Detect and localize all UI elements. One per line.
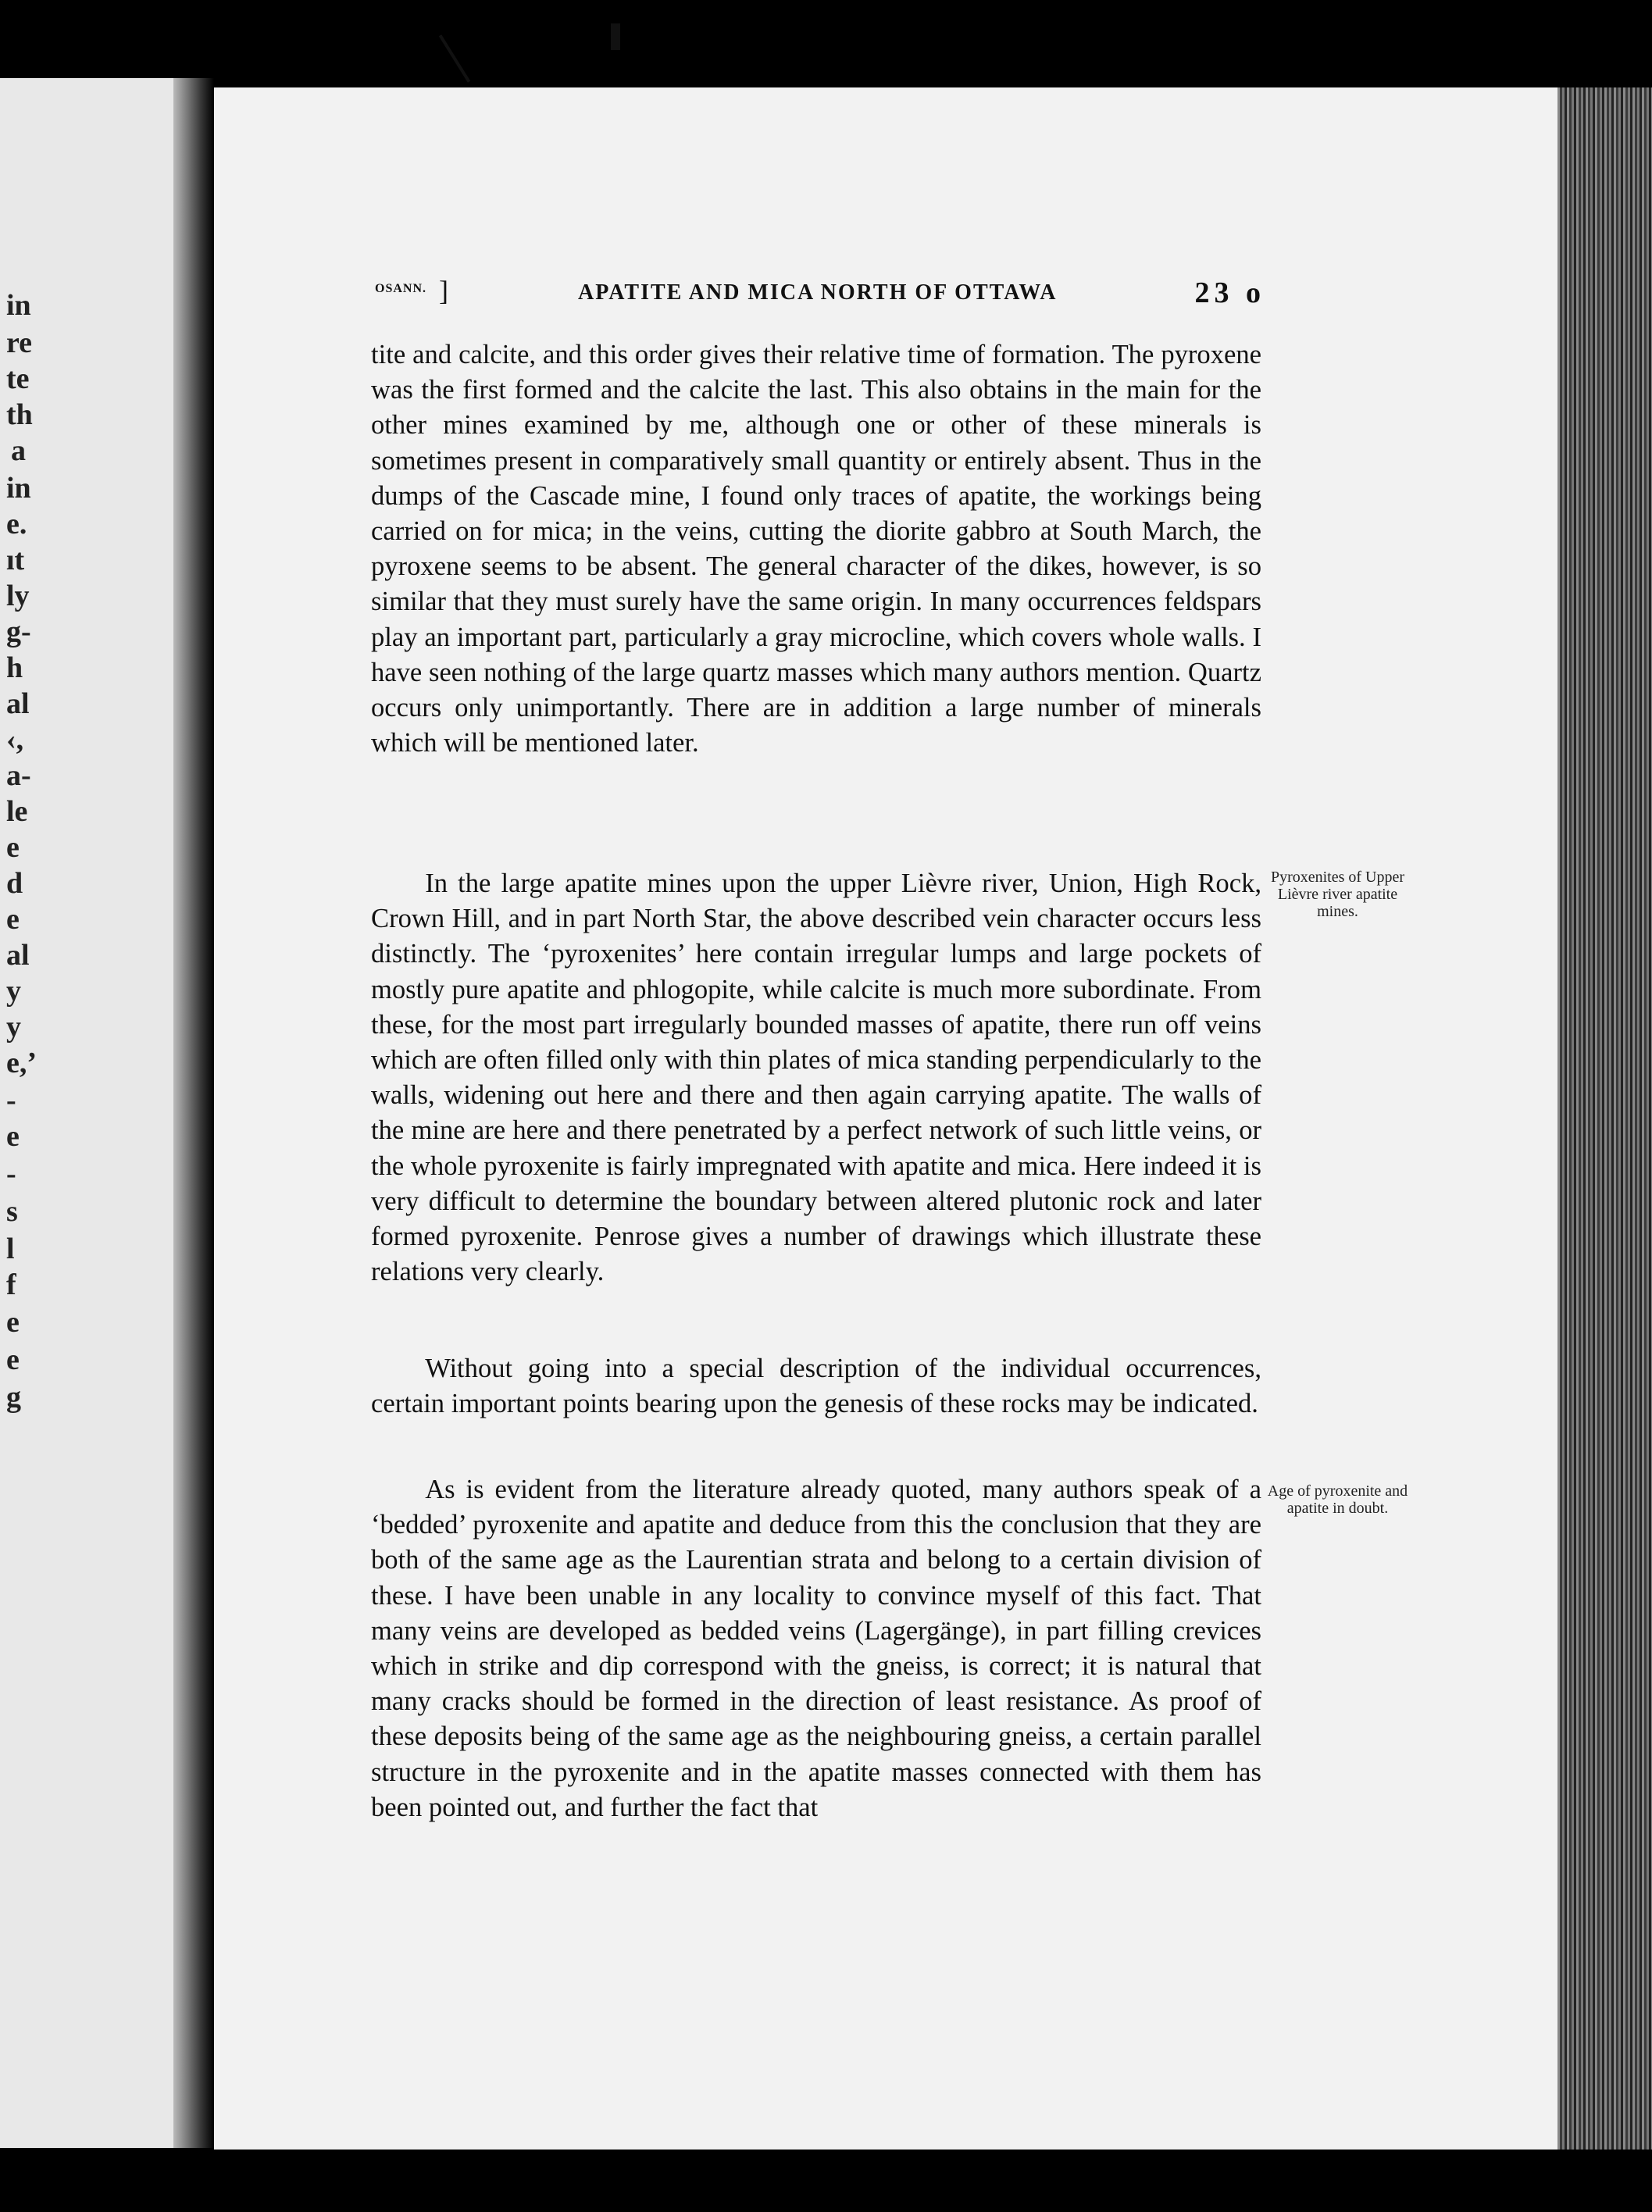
- left-fragment: in: [6, 289, 31, 322]
- paragraph-text: tite and calcite, and this order gives their relative time of formation. The pyroxene was the first formed and the calcite the last. This also obtains in the main for the other mines examined by me, although one or other of these minerals is sometimes present in comparatively small quantity or entirely absent. Thus in the dumps of the Cascade mine, I found only traces of apatite, the workings being carried on for mica; in the veins, cutting the diorite gabbro at South March, the pyroxene seems to be absent. The general character of the dikes, however, is so similar that they must surely have the same origin. In many occurrences feldspars play an important part, particularly a gray microcline, which covers whole walls. I have seen nothing of the large quartz masses which many authors mention. Quartz occurs only unimportantly. There are in addition a large number of minerals which will be mentioned later.: [371, 340, 1261, 758]
- paragraph-text: As is evident from the literature already quoted, many authors speak of a ‘bedded’ pyroxenite and apatite and deduce from this the conclusion that they are both of the same age as the Laurentian strata and belong to a certain division of these. I have been unable in any locality to convince myself of this fact. That many veins are developed as bedded veins (Lagergänge), in part filling crevices which in strike and dip correspond with the gneiss, is correct; it is natural that many cracks should be formed in the direction of least resistance. As proof of these deposits being of the same age as the neighbouring gneiss, a certain parallel structure in the pyroxenite and in the apatite masses connected with them has been pointed out, and further the fact that: [371, 1475, 1261, 1822]
- left-fragment: le: [6, 795, 28, 828]
- paragraph: [371, 1472, 1261, 1825]
- left-fragment: y: [6, 975, 21, 1008]
- paragraph: [371, 1351, 1261, 1422]
- page-gutter-shadow: [173, 78, 214, 2148]
- left-fragment: ıt: [6, 544, 25, 576]
- left-fragment: y: [6, 1011, 21, 1044]
- left-fragment: al: [6, 939, 30, 972]
- paragraph: [371, 866, 1261, 1290]
- left-fragment: e,’: [6, 1047, 37, 1079]
- left-fragment: e: [6, 1120, 20, 1153]
- left-fragment: e: [6, 831, 20, 864]
- left-fragment: g-: [6, 615, 31, 648]
- left-fragment: th: [6, 398, 33, 431]
- page-number: 23 o: [1194, 276, 1265, 309]
- left-fragment: f: [6, 1268, 16, 1301]
- left-fragment: e: [6, 1343, 20, 1376]
- left-fragment: ‹,: [6, 723, 24, 756]
- header-author: OSANN.: [375, 282, 427, 295]
- left-fragment: a-: [6, 759, 31, 792]
- left-fragment: g: [6, 1381, 21, 1414]
- left-fragment: al: [6, 687, 30, 720]
- facing-page-fragment: [0, 78, 180, 2148]
- left-fragment: in: [6, 472, 31, 505]
- paragraph: [371, 337, 1261, 761]
- header-title: APATITE AND MICA NORTH OF OTTAWA: [578, 280, 1058, 305]
- left-fragment: d: [6, 867, 23, 900]
- paragraph-text: In the large apatite mines upon the upper Lièvre river, Union, High Rock, Crown Hill, and in part North Star, the above described vein character occurs less distinctly. The ‘pyroxenites’ here contain irregular lumps and large pockets of mostly pure apatite and phlogopite, while calcite is much more subordinate. From these, for the most part irregularly bounded masses of apatite, there run off veins which are often filled only with thin plates of mica standing perpendicularly to the walls, widening out here and there and then again carrying apatite. The walls of the mine are here and there penetrated by a perfect network of such little veins, or the whole pyroxenite is fairly impregnated with apatite and mica. Here indeed it is very difficult to determine the boundary between altered plutonic rock and later formed pyroxenite. Penrose gives a number of drawings which illustrate these relations very clearly.: [371, 869, 1261, 1287]
- left-fragment: a: [11, 434, 26, 467]
- sidenote: Pyroxenites of Upper Lièvre river apatite mines.: [1270, 869, 1405, 920]
- left-fragment: e: [6, 903, 20, 936]
- sidenote: Age of pyroxenite and apatite in doubt.: [1267, 1482, 1408, 1517]
- left-fragment: l: [6, 1233, 15, 1265]
- running-header: [375, 277, 1265, 316]
- left-fragment: re: [6, 326, 33, 359]
- left-fragment: -: [6, 1158, 16, 1190]
- left-fragment: h: [6, 651, 23, 684]
- scan-artifact: [439, 34, 470, 82]
- left-fragment: -: [6, 1084, 16, 1117]
- paragraph-text: Without going into a special description of the individual occurrences, certain important points bearing upon the genesis of these rocks may be indicated.: [371, 1354, 1261, 1419]
- left-fragment: ly: [6, 580, 30, 612]
- scan-artifact: [611, 23, 620, 50]
- page-stack-edge: [1557, 87, 1652, 2150]
- left-fragment: e.: [6, 508, 27, 541]
- left-fragment: e: [6, 1306, 20, 1339]
- left-fragment: s: [6, 1195, 18, 1228]
- left-fragment: te: [6, 362, 30, 395]
- header-bracket: ]: [439, 275, 448, 306]
